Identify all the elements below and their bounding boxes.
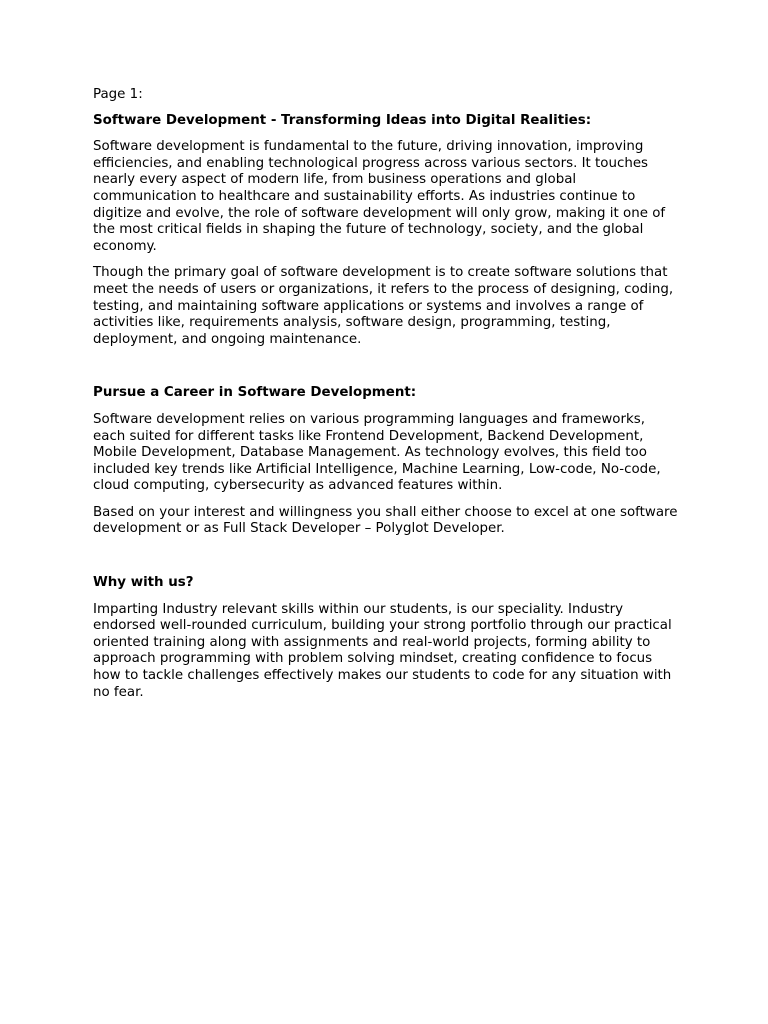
- paragraph: Software development is fundamental to the future, driving innovation, improving efficiencies, and enabling technological progress across various sectors. It touches nearly every aspect of modern life, from business operations and global communication to healthcare and sustainability efforts. As industries continue to digitize and evolve, the role of software development will only grow, making it one of the most critical fields in shaping the future of technology, society, and the global economy.: [93, 139, 666, 254]
- section-spacer: [93, 358, 678, 385]
- section-why-us: [93, 575, 678, 701]
- section-heading: Software Development - Transforming Ideas into Digital Realities:: [93, 112, 592, 128]
- page-label: Page 1:: [93, 87, 143, 102]
- paragraph: Software development relies on various programming languages and frameworks, each suited for different tasks like Frontend Development, Backend Development, Mobile Development, Database Management. As technology evolves, this field too included key trends like Artificial Intelligence, Machine Learning, Low-code, No-code, cloud computing, cybersecurity as advanced features within.: [93, 411, 661, 494]
- section-spacer: [93, 548, 678, 575]
- section-heading: Pursue a Career in Software Development:: [93, 385, 417, 401]
- section-heading: Why with us?: [93, 575, 194, 591]
- section-career: [93, 385, 678, 538]
- document-page: [93, 87, 678, 711]
- paragraph: Though the primary goal of software development is to create software solutions that meet the needs of users or organizations, it refers to the process of designing, coding, testing, and maintaining software applications or systems and involves a range of activities like, requirements analysis, software design, programming, testing, deployment, and ongoing maintenance.: [93, 265, 674, 347]
- section-intro: [93, 113, 678, 349]
- paragraph: Based on your interest and willingness you shall either choose to excel at one software development or as Full Stack Developer – Polyglot Developer.: [93, 504, 678, 537]
- paragraph: Imparting Industry relevant skills within our students, is our speciality. Industry endorsed well-rounded curriculum, building your strong portfolio through our practical oriented training along with assignments and real-world projects, forming ability to approach programming with problem solving mindset, creating confidence to focus how to tackle challenges effectively makes our students to code for any situation with no fear.: [93, 601, 672, 700]
